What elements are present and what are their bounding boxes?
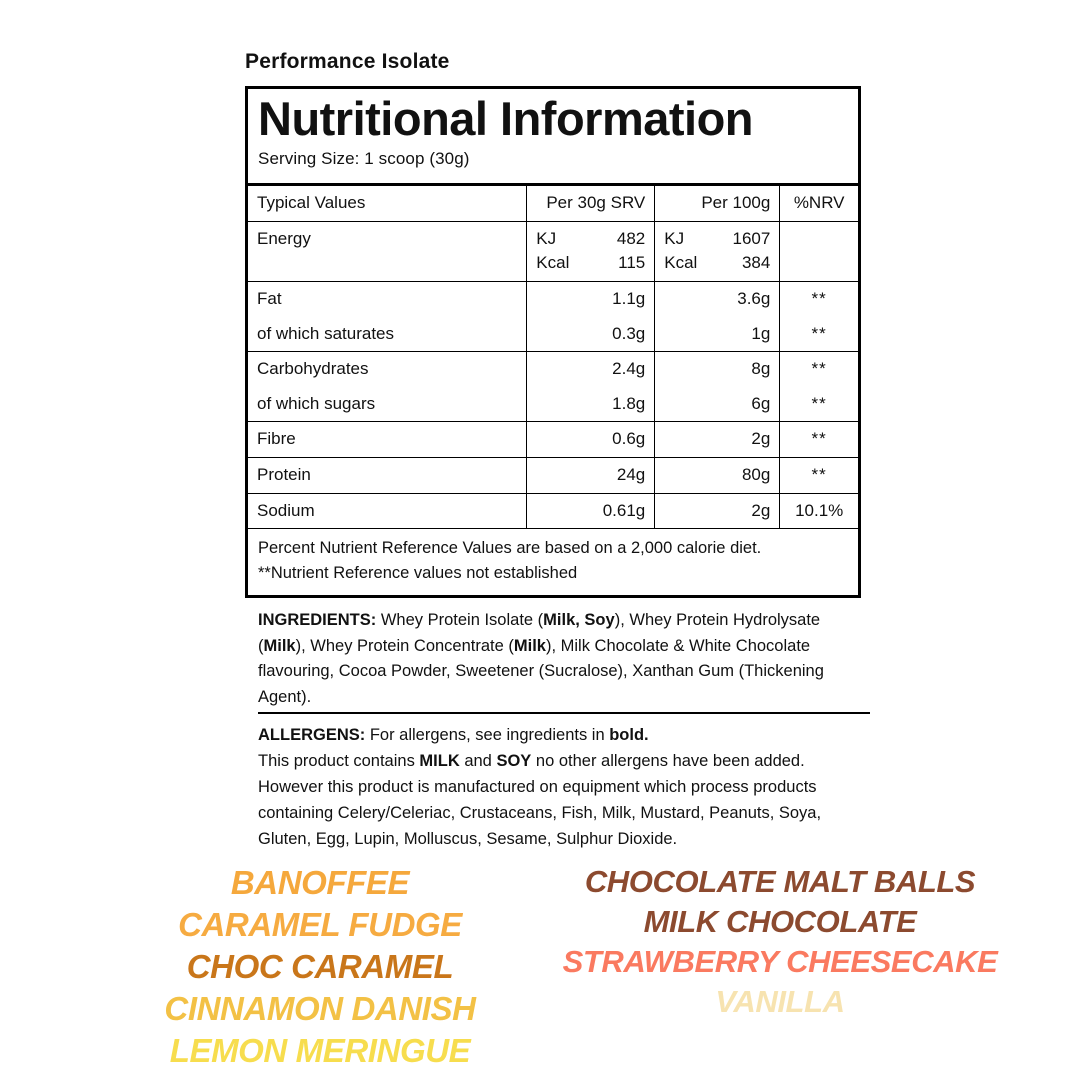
energy-100g-values [655,221,780,281]
row-name: of which saturates [248,317,527,352]
energy-kj-100: 1607 [732,228,771,248]
nutrition-table [248,186,858,528]
row-100g-value: 1g [655,317,780,352]
allergens-bold-text: bold. [609,726,649,744]
flavour-chocolate-malt-balls: CHOCOLATE MALT BALLS [584,864,976,899]
allergens-block [258,712,870,852]
flavour-vanilla: VANILLA [715,984,845,1019]
ingredients-text-2b: ), Milk Chocolate & White Chocolate flavouring, [258,636,811,681]
flavour-strawberry-cheesecake: STRAWBERRY CHEESECAKE [562,944,998,979]
ingredients-text-1a: Whey Protein Isolate ( [376,611,544,629]
flavour-choc-caramel: CHOC CARAMEL [186,948,454,985]
energy-label: Energy [248,221,527,281]
footnote-nrv-basis: Percent Nutrient Reference Values are based on a 2,000 calorie diet. [258,539,762,558]
row-name: Sodium [257,500,315,520]
row-nrv-value: 10.1% [780,493,858,528]
row-serving-value: 0.6g [527,422,655,458]
ingredients-block [258,608,866,710]
ingredients-allergen-milk-1: Milk [263,636,296,655]
allergens-text-2b: and [459,752,497,771]
product-title: Performance Isolate [245,50,450,73]
row-name: Carbohydrates [257,359,369,379]
row-nrv-value: ** [780,422,858,458]
energy-nrv [780,221,858,281]
allergens-text-2c: no other allergens have been added. [531,752,805,771]
allergens-text-1a: For allergens, see ingredients in [365,726,610,744]
table-row [248,458,858,494]
flavour-caramel-fudge: CARAMEL FUDGE [178,906,462,943]
allergen-soy: SOY [496,752,532,771]
allergens-line-1 [258,722,870,748]
row-100g-value: 2g [655,493,780,528]
serving-size: Serving Size: 1 scoop (30g) [258,148,470,168]
flavour-list-left [120,866,520,1076]
header-typical-values: Typical Values [248,186,527,221]
flavour-lemon-meringue: LEMON MERINGUE [169,1032,471,1069]
footnote-nrv-not-established: **Nutrient Reference values not established [258,564,578,583]
nutrition-panel [245,86,861,598]
flavour-lists [0,866,1080,1080]
row-100g-value: 8g [655,352,780,387]
table-row [248,422,858,458]
row-serving-value: 0.3g [527,317,655,352]
row-nrv-value: ** [780,281,858,316]
allergens-text-2a: This product contains [258,752,420,771]
energy-serving-values [527,221,655,281]
row-100g-value: 2g [655,422,780,458]
energy-kcal-unit-100: Kcal [664,253,698,273]
ingredients-text-1b: ), Whey Protein Hydrolysate ( [258,611,821,655]
table-header-row [248,186,858,221]
row-100g-value: 6g [655,387,780,422]
energy-kj-srv: 482 [616,228,646,248]
nutrition-panel-footnotes [248,528,858,595]
ingredients-text-3: Cocoa Powder, Sweetener (Sucralose), Xanthan Gum (Thickening Agent). [258,662,824,706]
flavour-banoffee: BANOFFEE [230,864,410,901]
row-name: of which sugars [248,387,527,422]
header-per-100g: Per 100g [655,186,780,221]
allergen-milk: MILK [419,752,460,771]
allergens-line-3: However this product is manufactured on equipment which process products [258,778,817,797]
header-per-serving: Per 30g SRV [527,186,655,221]
ingredients-label: INGREDIENTS: [258,611,377,629]
row-serving-value: 1.8g [527,387,655,422]
row-serving-value: 1.1g [527,281,655,316]
nutrition-panel-header [248,89,858,186]
table-row [248,317,858,352]
table-row-energy [248,221,858,281]
flavour-milk-chocolate: MILK CHOCOLATE [643,904,917,939]
energy-kcal-100: 384 [741,253,771,273]
allergens-label: ALLERGENS: [258,726,366,744]
header-nrv: %NRV [780,186,858,221]
row-serving-value: 2.4g [527,352,655,387]
table-row [248,281,858,316]
energy-kj-unit-100: KJ [664,228,685,248]
row-name: Fibre [248,422,527,458]
row-serving-value: 0.61g [527,493,655,528]
row-100g-value: 80g [655,458,780,494]
row-nrv-value: ** [780,317,858,352]
row-serving-value: 24g [527,458,655,494]
row-nrv-value: ** [780,387,858,422]
flavour-list-right [520,866,1040,1026]
flavour-cinnamon-danish: CINNAMON DANISH [164,990,476,1027]
nutrition-panel-heading: Nutritional Information [258,92,754,145]
ingredients-text-1c: ), [295,636,306,655]
table-row [248,493,858,528]
energy-kj-unit: KJ [536,228,557,248]
ingredients-allergen-milk-2: Milk [513,636,546,655]
table-row [248,352,858,387]
energy-kcal-unit: Kcal [536,253,570,273]
ingredients-allergen-milk-soy: Milk, Soy [543,611,615,629]
row-nrv-value: ** [780,458,858,494]
row-nrv-value: ** [780,352,858,387]
row-100g-value: 3.6g [655,281,780,316]
allergens-line-2 [258,748,870,774]
energy-kcal-srv: 115 [618,253,646,273]
allergens-line-5: Gluten, Egg, Lupin, Molluscus, Sesame, Sulphur Dioxide. [258,830,678,849]
row-name: Fat [257,288,282,308]
row-name: Protein [248,458,527,494]
ingredients-text-2a: Whey Protein Concentrate ( [310,636,514,655]
table-row [248,387,858,422]
allergens-line-4: containing Celery/Celeriac, Crustaceans, Fish, Milk, Mustard, Peanuts, Soya, [258,804,822,823]
